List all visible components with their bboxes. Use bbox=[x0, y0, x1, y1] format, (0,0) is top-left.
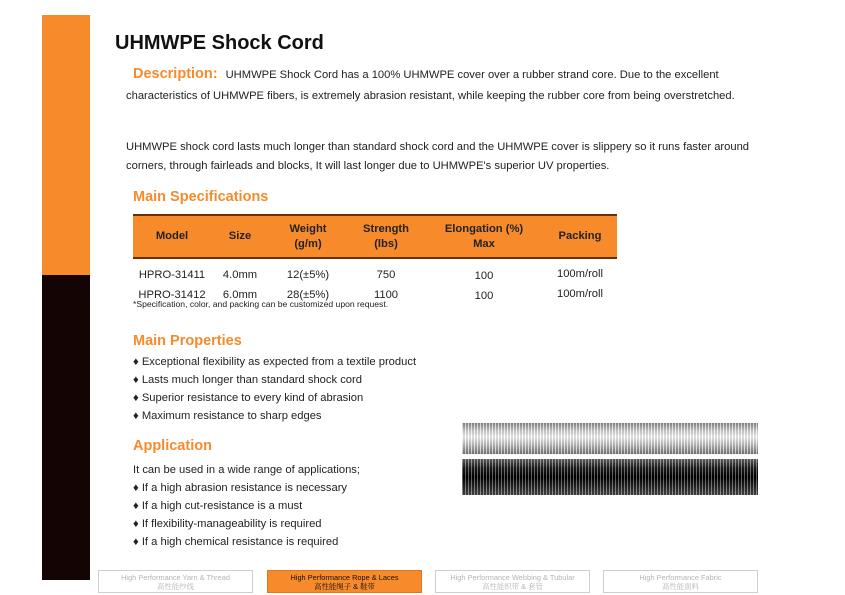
list-item: ♦ Exceptional flexibility as expected from a textile product bbox=[133, 356, 417, 368]
side-bar-dark bbox=[42, 275, 90, 580]
col-strength bbox=[347, 215, 425, 258]
col-weight-line2: (g/m) bbox=[294, 237, 322, 250]
cell-weight: 12(±5%) bbox=[286, 269, 330, 281]
col-weight bbox=[269, 215, 347, 258]
description-label: Description: bbox=[133, 66, 218, 82]
col-elongation-line1: Elongation (%) bbox=[444, 222, 524, 235]
col-size: Size bbox=[211, 215, 269, 258]
list-item: ♦ Lasts much longer than standard shock cord bbox=[133, 374, 362, 386]
list-item: ♦ Superior resistance to every kind of abrasion bbox=[133, 392, 364, 404]
cell-elongation: 100 bbox=[474, 270, 494, 282]
nav-tab-webbing-tubular[interactable] bbox=[435, 570, 590, 593]
nav-tab-label-zh: 高性能绳子 & 鞋带 bbox=[314, 582, 375, 591]
col-model: Model bbox=[133, 215, 211, 258]
cell-model: HPRO-31411 bbox=[138, 269, 206, 281]
cell-size: 4.0mm bbox=[222, 269, 258, 281]
application-heading: Application bbox=[133, 438, 212, 454]
properties-list bbox=[133, 353, 416, 425]
col-strength-line2: (lbs) bbox=[374, 237, 398, 250]
col-elongation bbox=[425, 215, 543, 258]
list-item: ♦ Maximum resistance to sharp edges bbox=[133, 410, 322, 422]
nav-tab-label-zh: 高性能面料 bbox=[662, 582, 699, 591]
shock-cord-white-image bbox=[462, 423, 758, 454]
col-strength-line1: Strength bbox=[363, 222, 409, 235]
page-title: UHMWPE Shock Cord bbox=[115, 32, 324, 54]
description-paragraph-2: UHMWPE shock cord lasts much longer than standard shock cord and the UHMWPE cover is slippery so it runs faster around corners, through fairleads and blocks, It will last longer due to UHMWPE's superior UV properties. bbox=[126, 141, 750, 172]
cell-weight: 28(±5%) bbox=[286, 289, 330, 301]
spec-note: *Specification, color, and packing can be customized upon request. bbox=[133, 299, 389, 309]
properties-heading: Main Properties bbox=[133, 333, 242, 349]
description-text: UHMWPE Shock Cord has a 100% UHMWPE cover over a rubber strand core. Due to the excellent characteristics of UHMWPE fibers, is extremely abrasion resistant, while keeping the rubber core from being overstretched. bbox=[126, 69, 735, 102]
spec-table bbox=[133, 214, 617, 305]
nav-tab-label: High Performance Yarn & Thread bbox=[121, 573, 230, 582]
list-item: ♦ If flexibility-manageability is required bbox=[133, 518, 322, 530]
cell-packing: 100m/roll bbox=[556, 268, 603, 280]
table-row bbox=[133, 258, 617, 285]
cell-size: 6.0mm bbox=[222, 289, 258, 301]
nav-tab-fabric[interactable] bbox=[603, 570, 758, 593]
application-list bbox=[133, 461, 360, 551]
shock-cord-black-image bbox=[462, 459, 758, 495]
specs-heading: Main Specifications bbox=[133, 189, 269, 205]
nav-tab-label-zh: 高性能织带 & 套管 bbox=[482, 582, 543, 591]
cell-strength: 1100 bbox=[373, 289, 399, 301]
col-weight-line1: Weight bbox=[289, 222, 327, 235]
nav-tab-label-zh: 高性能纱线 bbox=[157, 582, 194, 591]
spec-table-header bbox=[133, 215, 617, 258]
cell-strength: 750 bbox=[376, 269, 396, 281]
nav-tab-rope-laces[interactable] bbox=[267, 570, 422, 593]
cell-elongation: 100 bbox=[474, 290, 494, 302]
col-packing: Packing bbox=[543, 215, 617, 258]
application-intro: It can be used in a wide range of applications; bbox=[133, 464, 361, 476]
list-item: ♦ If a high abrasion resistance is necessary bbox=[133, 482, 348, 494]
list-item: ♦ If a high chemical resistance is required bbox=[133, 536, 339, 548]
cell-model: HPRO-31412 bbox=[138, 289, 206, 301]
list-item: ♦ If a high cut-resistance is a must bbox=[133, 500, 303, 512]
nav-tab-label: High Performance Fabric bbox=[639, 573, 722, 582]
side-bar-orange bbox=[42, 15, 90, 275]
nav-tab-yarn-thread[interactable] bbox=[98, 570, 253, 593]
nav-tab-label: High Performance Webbing & Tubular bbox=[450, 573, 575, 582]
cell-packing: 100m/roll bbox=[556, 288, 603, 300]
description bbox=[126, 64, 761, 107]
col-elongation-line2: Max bbox=[473, 237, 495, 250]
nav-tab-label: High Performance Rope & Laces bbox=[290, 573, 399, 582]
